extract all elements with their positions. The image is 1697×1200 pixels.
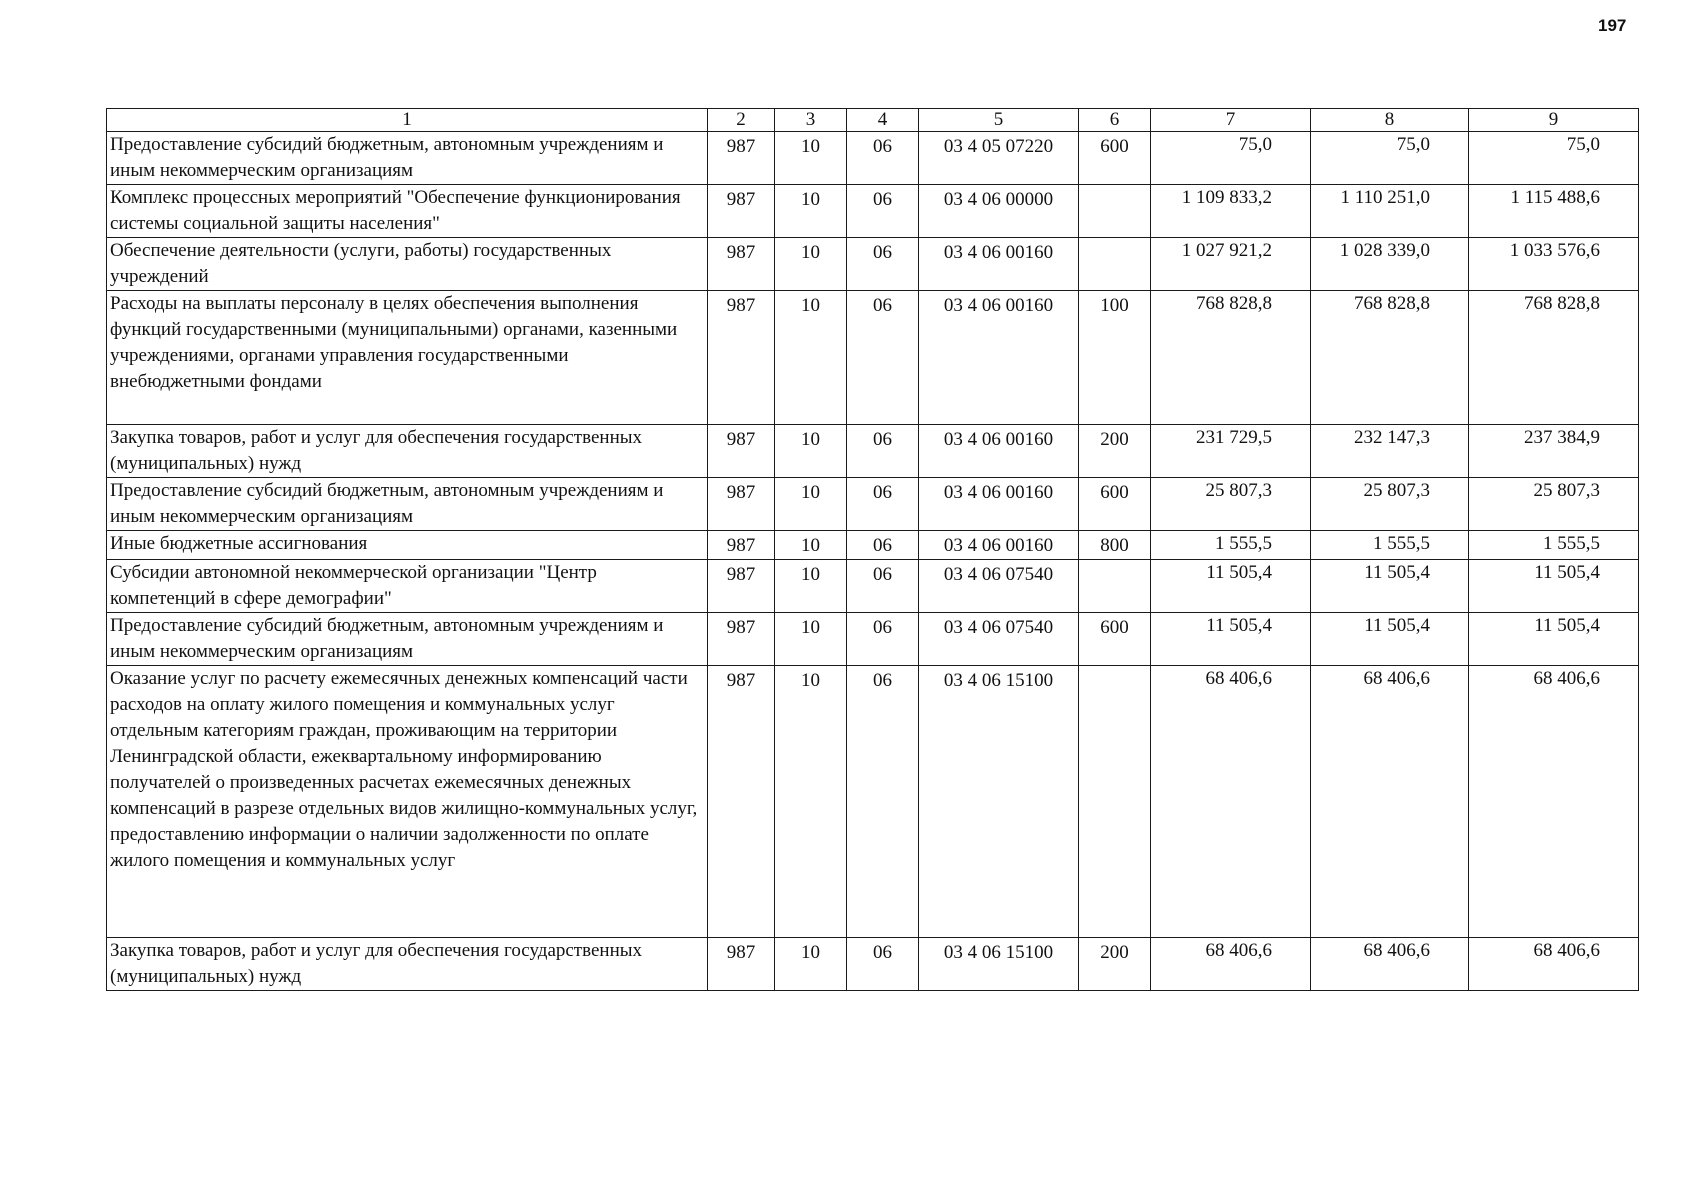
row-amount-year2: 68 406,6: [1311, 666, 1469, 938]
row-expense-type: [1079, 666, 1151, 938]
header-col-9: 9: [1469, 109, 1639, 132]
row-section: 10: [775, 132, 847, 185]
row-amount-year2: 1 555,5: [1311, 531, 1469, 560]
row-subsection: 06: [847, 666, 919, 938]
row-name: Субсидии автономной некоммерческой организации "Центр компетенций в сфере демографии": [107, 560, 708, 613]
row-amount-year2: 68 406,6: [1311, 938, 1469, 991]
row-subsection: 06: [847, 291, 919, 425]
table-row: [107, 613, 1639, 666]
row-subsection: 06: [847, 238, 919, 291]
row-expense-type: 200: [1079, 425, 1151, 478]
row-expense-type: [1079, 560, 1151, 613]
row-expense-type: 600: [1079, 478, 1151, 531]
page-number: 197: [1598, 16, 1627, 35]
row-target-code: 03 4 06 00160: [919, 291, 1079, 425]
row-amount-year1: 25 807,3: [1151, 478, 1311, 531]
row-amount-year2: 232 147,3: [1311, 425, 1469, 478]
row-expense-type: 600: [1079, 613, 1151, 666]
row-amount-year3: 25 807,3: [1469, 478, 1639, 531]
row-name: Обеспечение деятельности (услуги, работы) государственных учреждений: [107, 238, 708, 291]
row-subsection: 06: [847, 613, 919, 666]
header-row: [107, 109, 1639, 132]
row-amount-year3: 1 555,5: [1469, 531, 1639, 560]
row-target-code: 03 4 06 07540: [919, 560, 1079, 613]
header-col-2: 2: [708, 109, 775, 132]
row-target-code: 03 4 06 00160: [919, 425, 1079, 478]
row-amount-year3: 75,0: [1469, 132, 1639, 185]
table-row: [107, 560, 1639, 613]
row-target-code: 03 4 06 00160: [919, 531, 1079, 560]
row-target-code: 03 4 06 00000: [919, 185, 1079, 238]
table-row: [107, 666, 1639, 938]
row-amount-year2: 75,0: [1311, 132, 1469, 185]
row-amount-year1: 11 505,4: [1151, 613, 1311, 666]
row-section: 10: [775, 425, 847, 478]
row-amount-year3: 1 033 576,6: [1469, 238, 1639, 291]
row-section: 10: [775, 185, 847, 238]
row-subsection: 06: [847, 531, 919, 560]
table-row: [107, 291, 1639, 425]
row-amount-year3: 68 406,6: [1469, 938, 1639, 991]
row-amount-year1: 1 109 833,2: [1151, 185, 1311, 238]
row-grbs: 987: [708, 291, 775, 425]
budget-table: [106, 108, 1639, 991]
row-expense-type: 100: [1079, 291, 1151, 425]
row-amount-year1: 1 027 921,2: [1151, 238, 1311, 291]
row-grbs: 987: [708, 185, 775, 238]
row-subsection: 06: [847, 478, 919, 531]
table-row: [107, 238, 1639, 291]
row-grbs: 987: [708, 132, 775, 185]
header-col-1: 1: [107, 109, 708, 132]
row-section: 10: [775, 291, 847, 425]
row-subsection: 06: [847, 560, 919, 613]
row-section: 10: [775, 238, 847, 291]
row-section: 10: [775, 613, 847, 666]
row-subsection: 06: [847, 185, 919, 238]
row-expense-type: 200: [1079, 938, 1151, 991]
row-grbs: 987: [708, 425, 775, 478]
row-subsection: 06: [847, 132, 919, 185]
row-subsection: 06: [847, 938, 919, 991]
row-subsection: 06: [847, 425, 919, 478]
row-amount-year1: 231 729,5: [1151, 425, 1311, 478]
row-section: 10: [775, 478, 847, 531]
row-amount-year1: 768 828,8: [1151, 291, 1311, 425]
table-row: [107, 531, 1639, 560]
row-name: Закупка товаров, работ и услуг для обеспечения государственных (муниципальных) нужд: [107, 938, 708, 991]
row-amount-year2: 1 110 251,0: [1311, 185, 1469, 238]
header-col-6: 6: [1079, 109, 1151, 132]
row-target-code: 03 4 06 15100: [919, 938, 1079, 991]
row-target-code: 03 4 06 00160: [919, 238, 1079, 291]
row-grbs: 987: [708, 238, 775, 291]
row-amount-year3: 237 384,9: [1469, 425, 1639, 478]
row-grbs: 987: [708, 478, 775, 531]
row-amount-year2: 11 505,4: [1311, 613, 1469, 666]
row-section: 10: [775, 531, 847, 560]
row-expense-type: [1079, 185, 1151, 238]
row-target-code: 03 4 06 07540: [919, 613, 1079, 666]
table-row: [107, 185, 1639, 238]
header-col-3: 3: [775, 109, 847, 132]
row-amount-year3: 11 505,4: [1469, 613, 1639, 666]
header-col-7: 7: [1151, 109, 1311, 132]
row-name: Оказание услуг по расчету ежемесячных денежных компенсаций части расходов на оплату жилого помещения и коммунальных услуг отдельным категориям граждан, проживающим на территории Ленинградской области, ежеквартальному информированию получателей о произведенных расчетах ежемесячных денежных компенсаций в разрезе отдельных видов жилищно-коммунальных услуг, предоставлению информации о наличии задолженности по оплате жилого помещения и коммунальных услуг: [107, 666, 708, 938]
row-amount-year1: 68 406,6: [1151, 938, 1311, 991]
table-row: [107, 425, 1639, 478]
row-name: Расходы на выплаты персоналу в целях обеспечения выполнения функций государственными (муниципальными) органами, казенными учреждениями, органами управления государственными внебюджетными фондами: [107, 291, 708, 425]
row-target-code: 03 4 06 00160: [919, 478, 1079, 531]
header-col-5: 5: [919, 109, 1079, 132]
row-expense-type: 800: [1079, 531, 1151, 560]
row-name: Предоставление субсидий бюджетным, автономным учреждениям и иным некоммерческим организациям: [107, 132, 708, 185]
row-target-code: 03 4 05 07220: [919, 132, 1079, 185]
row-section: 10: [775, 938, 847, 991]
row-expense-type: 600: [1079, 132, 1151, 185]
row-target-code: 03 4 06 15100: [919, 666, 1079, 938]
row-amount-year1: 1 555,5: [1151, 531, 1311, 560]
row-amount-year2: 768 828,8: [1311, 291, 1469, 425]
row-grbs: 987: [708, 531, 775, 560]
row-name: Предоставление субсидий бюджетным, автономным учреждениям и иным некоммерческим организациям: [107, 478, 708, 531]
row-name: Комплекс процессных мероприятий "Обеспечение функционирования системы социальной защиты населения": [107, 185, 708, 238]
row-name: Предоставление субсидий бюджетным, автономным учреждениям и иным некоммерческим организациям: [107, 613, 708, 666]
row-name: Иные бюджетные ассигнования: [107, 531, 708, 560]
header-col-4: 4: [847, 109, 919, 132]
row-grbs: 987: [708, 666, 775, 938]
row-amount-year1: 68 406,6: [1151, 666, 1311, 938]
row-amount-year3: 68 406,6: [1469, 666, 1639, 938]
table-row: [107, 938, 1639, 991]
table-row: [107, 132, 1639, 185]
row-grbs: 987: [708, 613, 775, 666]
row-amount-year2: 25 807,3: [1311, 478, 1469, 531]
row-amount-year3: 11 505,4: [1469, 560, 1639, 613]
row-amount-year1: 75,0: [1151, 132, 1311, 185]
row-amount-year1: 11 505,4: [1151, 560, 1311, 613]
row-grbs: 987: [708, 938, 775, 991]
table-row: [107, 478, 1639, 531]
row-amount-year3: 768 828,8: [1469, 291, 1639, 425]
row-section: 10: [775, 666, 847, 938]
row-expense-type: [1079, 238, 1151, 291]
row-amount-year2: 11 505,4: [1311, 560, 1469, 613]
row-name: Закупка товаров, работ и услуг для обеспечения государственных (муниципальных) нужд: [107, 425, 708, 478]
row-grbs: 987: [708, 560, 775, 613]
header-col-8: 8: [1311, 109, 1469, 132]
row-amount-year3: 1 115 488,6: [1469, 185, 1639, 238]
row-amount-year2: 1 028 339,0: [1311, 238, 1469, 291]
row-section: 10: [775, 560, 847, 613]
